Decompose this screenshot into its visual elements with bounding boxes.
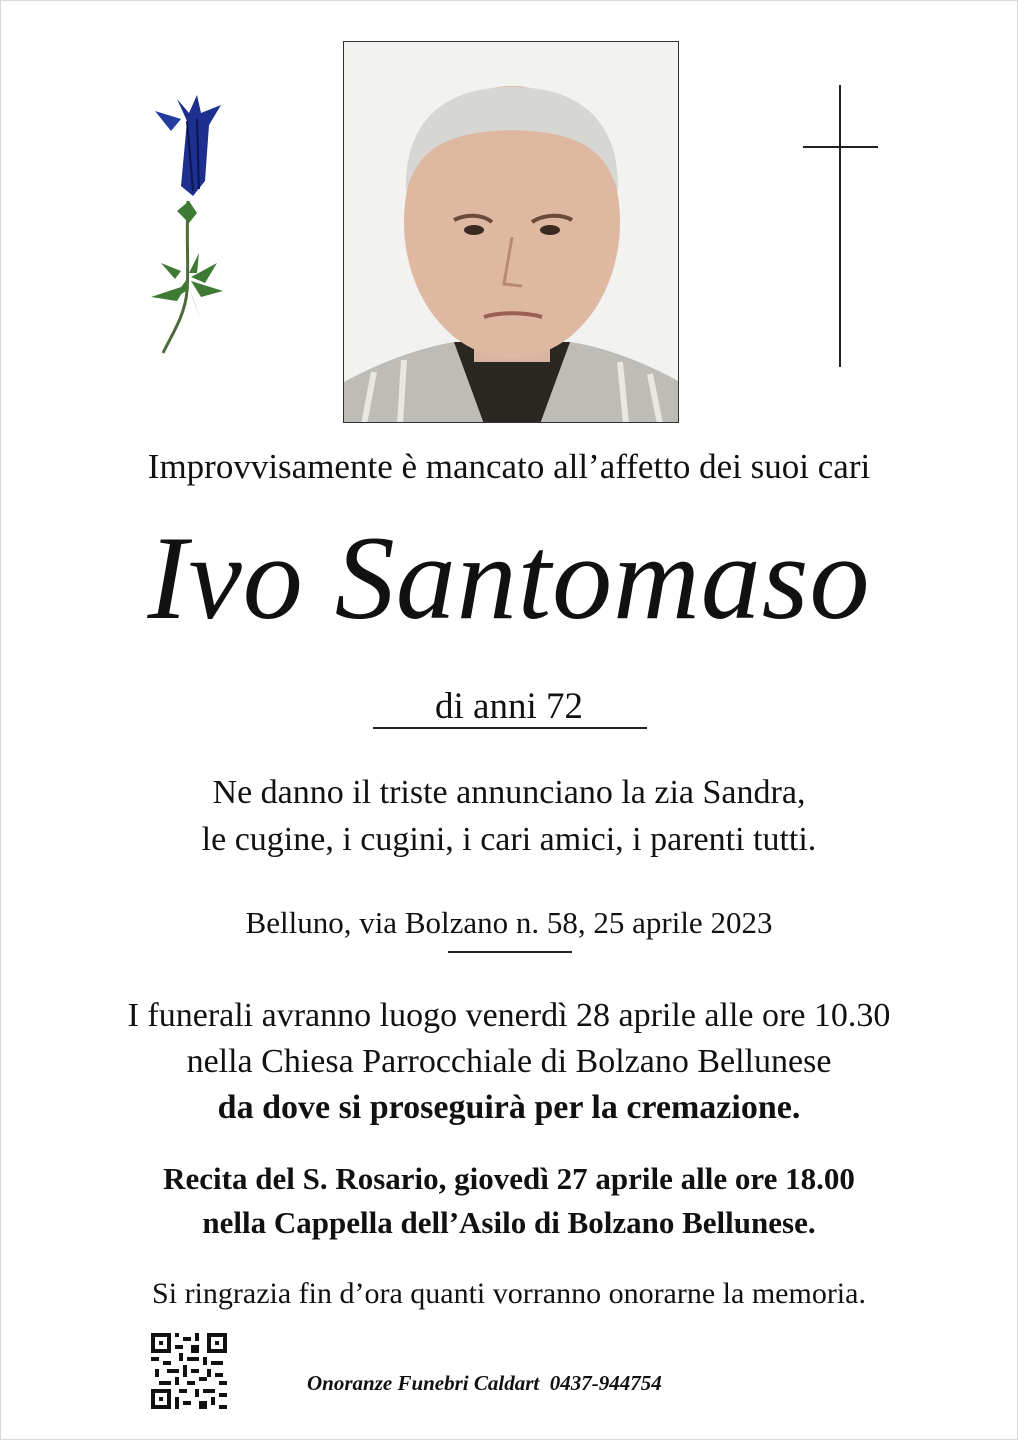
funeral-line: da dove si proseguirà per la cremazione. <box>217 1089 801 1126</box>
announcement-line: Ne danno il triste annunciano la zia Sandra, <box>212 774 806 811</box>
deceased-name: Ivo Santomaso <box>147 511 871 644</box>
rosary-line: Recita del S. Rosario, giovedì 27 aprile alle ore 18.00 <box>163 1161 855 1196</box>
qr-code-icon[interactable] <box>151 1333 227 1409</box>
announcement-line: le cugine, i cugini, i cari amici, i parenti tutti. <box>201 821 817 858</box>
funeral-agency: Onoranze Funebri Caldart 0437-944754 <box>307 1371 662 1395</box>
age-text: di anni 72 <box>435 686 583 727</box>
rosary-line: nella Cappella dell’Asilo di Bolzano Bellunese. <box>202 1205 816 1240</box>
rosary-info <box>1 1157 1017 1245</box>
funeral-line: I funerali avranno luogo venerdì 28 aprile alle ore 10.30 <box>127 997 891 1034</box>
announcement <box>1 769 1017 863</box>
funeral-info <box>1 993 1017 1131</box>
age-underline <box>373 727 647 729</box>
intro-text: Improvvisamente è mancato all’affetto dei suoi cari <box>147 447 871 486</box>
funeral-line: nella Chiesa Parrocchiale di Bolzano Bellunese <box>186 1043 832 1080</box>
portrait-photo <box>343 41 679 423</box>
address-underline <box>448 951 572 953</box>
cross-icon <box>801 85 881 367</box>
thanks-text: Si ringrazia fin d’ora quanti vorranno onorarne la memoria. <box>152 1277 866 1310</box>
gentian-flower-icon <box>141 91 241 361</box>
address-date: Belluno, via Bolzano n. 58, 25 aprile 2023 <box>245 905 773 940</box>
